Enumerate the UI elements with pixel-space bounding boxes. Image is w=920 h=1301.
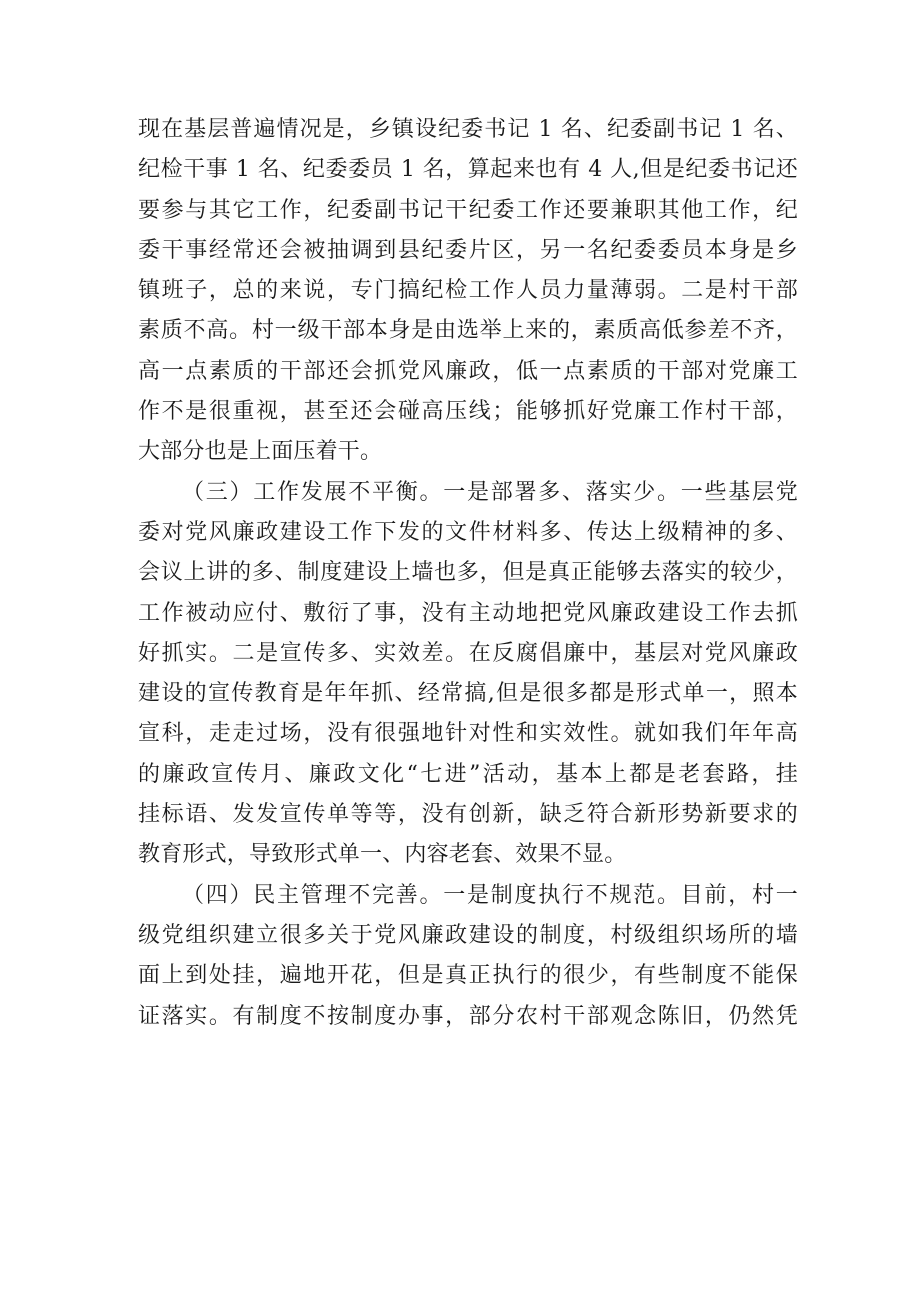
text-line: 委干事经常还会被抽调到县纪委片区，另一名纪委委员本身是乡: [138, 237, 798, 263]
body-text: [138, 110, 798, 1037]
text-line: 现在基层普遍情况是，乡镇设纪委书记 1 名、纪委副书记 1 名、: [138, 117, 798, 142]
text-line: 镇班子，总的来说，专门搞纪检工作人员力量薄弱。二是村干部: [138, 278, 798, 304]
text-line: 级党组织建立很多关于党风廉政建设的制度，村级组织场所的墙: [138, 922, 798, 948]
text-line: （三）工作发展不平衡。一是部署多、落实少。一些基层党: [182, 479, 798, 505]
text-line: 好抓实。二是宣传多、实效差。在反腐倡廉中，基层对党风廉政: [138, 640, 798, 666]
text-line: 的廉政宣传月、廉政文化“七进”活动，基本上都是老套路，挂: [138, 761, 798, 787]
text-line: （四）民主管理不完善。一是制度执行不规范。目前，村一: [182, 882, 798, 908]
paragraph-2: [138, 473, 798, 876]
text-line: 大部分也是上面压着干。: [138, 439, 383, 465]
paragraph-1: [138, 110, 798, 473]
text-line: 工作被动应付、敷衍了事，没有主动地把党风廉政建设工作去抓: [138, 600, 798, 626]
text-line: 教育形式，导致形式单一、内容老套、效果不显。: [138, 842, 627, 868]
text-line: 要参与其它工作，纪委副书记干纪委工作还要兼职其他工作，纪: [138, 197, 798, 223]
text-line: 会议上讲的多、制度建设上墙也多，但是真正能够去落实的较少，: [138, 560, 798, 586]
text-line: 建设的宣传教育是年年抓、经常搞,但是很多都是形式单一，照本: [138, 681, 798, 707]
text-line: 纪检干事 1 名、纪委委员 1 名，算起来也有 4 人,但是纪委书记还: [138, 157, 798, 183]
paragraph-3: [138, 876, 798, 1037]
text-line: 面上到处挂，遍地开花，但是真正执行的很少，有些制度不能保: [138, 963, 798, 989]
text-line: 作不是很重视，甚至还会碰高压线；能够抓好党廉工作村干部，: [138, 399, 798, 425]
text-line: 挂标语、发发宣传单等等，没有创新，缺乏符合新形势新要求的: [138, 802, 798, 828]
text-line: 证落实。有制度不按制度办事，部分农村干部观念陈旧，仍然凭: [138, 1003, 798, 1029]
text-line: 素质不高。村一级干部本身是由选举上来的，素质高低参差不齐，: [138, 318, 798, 344]
text-line: 委对党风廉政建设工作下发的文件材料多、传达上级精神的多、: [138, 519, 798, 545]
text-line: 高一点素质的干部还会抓党风廉政，低一点素质的干部对党廉工: [138, 358, 798, 384]
text-line: 宣科，走走过场，没有很强地针对性和实效性。就如我们年年高: [138, 721, 798, 747]
